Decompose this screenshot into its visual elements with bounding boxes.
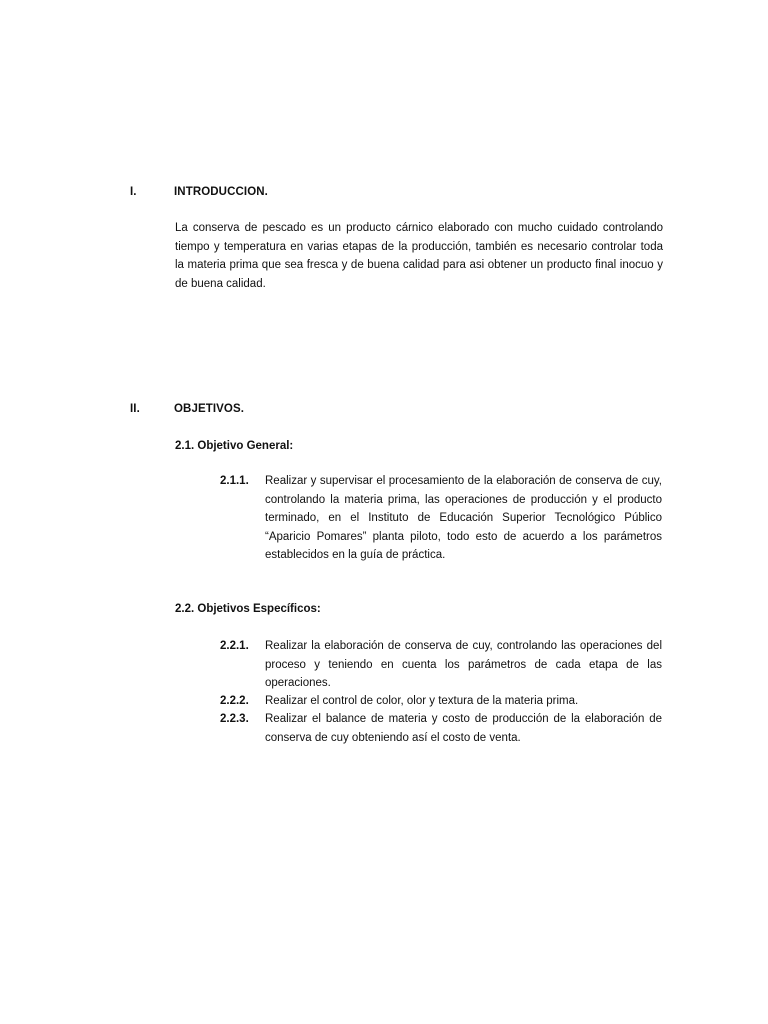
item-line: “Aparicio Pomares” planta piloto, todo esto de acuerdo a los parámetros <box>265 530 662 543</box>
item-line: Realizar la elaboración de conserva de cuy, controlando las operaciones del <box>265 640 662 652</box>
intro-paragraph <box>175 219 663 293</box>
paragraph-line: de buena calidad. <box>175 277 266 290</box>
section-title: OBJETIVOS. <box>174 403 245 415</box>
item-text <box>265 692 662 711</box>
item-text <box>265 637 662 693</box>
item-line: establecidos en la guía de práctica. <box>265 549 446 561</box>
objective-item <box>220 472 662 565</box>
item-text <box>265 472 662 565</box>
item-line: Realizar y supervisar el procesamiento de la elaboración de conserva de cuy, <box>265 475 662 487</box>
section-heading-objetivos <box>130 403 244 415</box>
item-line: Realizar el control de color, olor y textura de la materia prima. <box>265 695 579 707</box>
subheading-objetivo-general: 2.1. Objetivo General: <box>175 440 294 452</box>
item-line: proceso y teniendo en cuenta los parámetros de cada etapa de las <box>265 658 662 671</box>
item-number: 2.2.3. <box>220 713 249 725</box>
item-line: Realizar el balance de materia y costo de producción de la elaboración de <box>265 713 662 725</box>
item-line: controlando la materia prima, las operaciones de producción y el producto <box>265 493 662 506</box>
paragraph-line: tiempo y temperatura en varias etapas de la producción, también es necesario controlar toda <box>175 240 663 253</box>
section-number: II. <box>130 403 140 415</box>
subheading-objetivos-especificos: 2.2. Objetivos Específicos: <box>175 603 321 615</box>
section-number: I. <box>130 186 137 198</box>
item-text <box>265 710 662 747</box>
objective-item <box>220 710 662 747</box>
paragraph-line: La conserva de pescado es un producto cárnico elaborado con mucho cuidado controlando <box>175 222 663 234</box>
item-line: terminado, en el Instituto de Educación Superior Tecnológico Público <box>265 512 662 524</box>
item-number: 2.2.2. <box>220 695 249 707</box>
section-heading-introduccion <box>130 186 268 198</box>
paragraph-line: la materia prima que sea fresca y de buena calidad para asi obtener un producto final inocuo y <box>175 259 663 271</box>
item-line: conserva de cuy obteniendo así el costo de venta. <box>265 731 521 744</box>
objective-item <box>220 637 662 693</box>
item-number: 2.1.1. <box>220 475 249 487</box>
objective-item <box>220 692 662 711</box>
item-number: 2.2.1. <box>220 640 249 652</box>
section-title: INTRODUCCION. <box>174 186 268 198</box>
item-line: operaciones. <box>265 677 331 689</box>
